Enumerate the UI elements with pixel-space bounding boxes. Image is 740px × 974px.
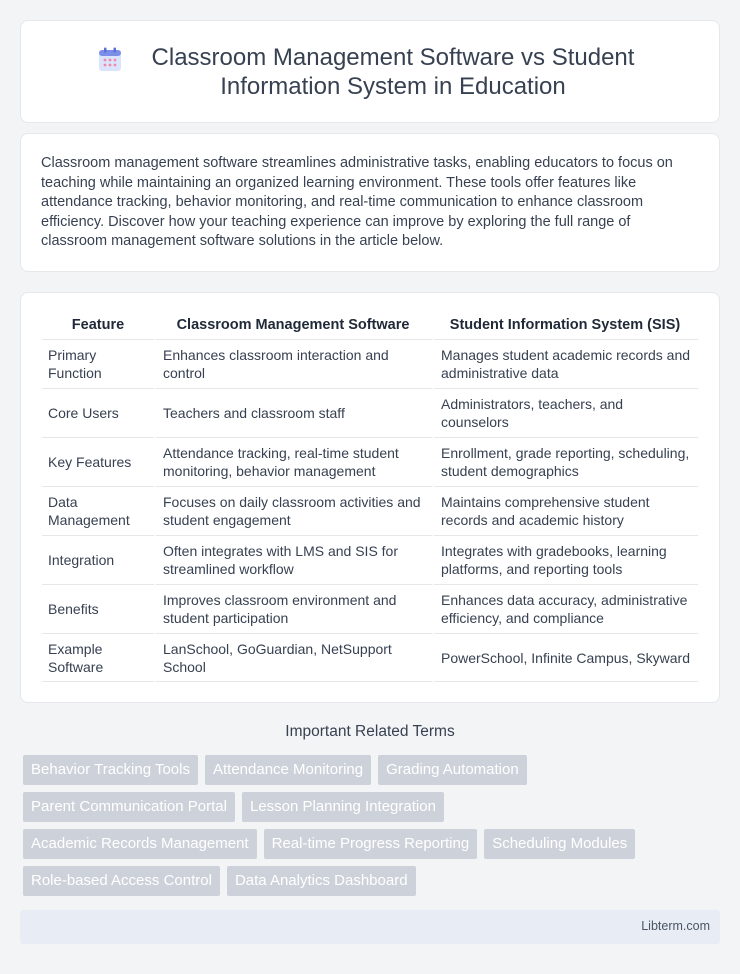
comparison-table [42,311,698,682]
table-cell: Integration [42,535,154,584]
related-terms-row [23,792,723,829]
related-term-tag[interactable]: Scheduling Modules [484,829,635,859]
table-row [42,437,698,486]
table-row [42,633,698,682]
table-cell: Enrollment, grade reporting, scheduling, student demographics [432,437,698,486]
table-cell: Integrates with gradebooks, learning platforms, and reporting tools [432,535,698,584]
table-row [42,339,698,388]
table-cell: Enhances data accuracy, administrative efficiency, and compliance [432,584,698,633]
related-terms-row [23,829,723,866]
related-terms-list [23,755,723,903]
header-card [20,20,720,123]
footer [20,910,720,944]
column-header: Feature [71,317,125,333]
table-row [42,535,698,584]
table-cell: Core Users [42,388,154,437]
table-cell: Focuses on daily classroom activities and student engagement [154,486,432,535]
column-header: Student Information System (SIS) [449,317,681,333]
related-terms-row [23,866,723,903]
intro-card [20,133,720,272]
related-term-tag[interactable]: Attendance Monitoring [205,755,371,785]
table-header-row [42,311,698,339]
related-term-tag[interactable]: Behavior Tracking Tools [23,755,198,785]
table-cell: PowerSchool, Infinite Campus, Skyward [432,633,698,682]
table-row [42,486,698,535]
table-cell: Example Software [42,633,154,682]
table-cell: Primary Function [42,339,154,388]
related-term-tag[interactable]: Data Analytics Dashboard [227,866,416,896]
table-cell: LanSchool, GoGuardian, NetSupport School [154,633,432,682]
related-term-tag[interactable]: Lesson Planning Integration [242,792,444,822]
table-cell: Teachers and classroom staff [154,388,432,437]
column-header: Classroom Management Software [176,317,410,333]
related-term-tag[interactable]: Grading Automation [378,755,527,785]
table-row [42,584,698,633]
table-cell: Attendance tracking, real-time student monitoring, behavior management [154,437,432,486]
related-term-tag[interactable]: Parent Communication Portal [23,792,235,822]
table-row [42,388,698,437]
table-cell: Improves classroom environment and student participation [154,584,432,633]
related-term-tag[interactable]: Real-time Progress Reporting [264,829,478,859]
page-title: Classroom Management Software vs Student Information System in Education [151,43,635,100]
calendar-icon [97,47,123,73]
table-cell: Data Management [42,486,154,535]
table-cell: Benefits [42,584,154,633]
table-cell: Enhances classroom interaction and control [154,339,432,388]
comparison-table-card [20,292,720,703]
related-term-tag[interactable]: Academic Records Management [23,829,257,859]
related-terms-title: Important Related Terms [285,723,455,740]
table-cell: Maintains comprehensive student records and academic history [432,486,698,535]
table-cell: Manages student academic records and administrative data [432,339,698,388]
table-cell: Key Features [42,437,154,486]
table-cell: Often integrates with LMS and SIS for streamlined workflow [154,535,432,584]
footer-brand[interactable]: Libterm.com [641,919,710,933]
related-term-tag[interactable]: Role-based Access Control [23,866,220,896]
table-cell: Administrators, teachers, and counselors [432,388,698,437]
related-terms-row [23,755,723,792]
intro-text: Classroom management software streamlines administrative tasks, enabling educators to focus on teaching while maintaining an organized learning environment. These tools offer features like attendance tracking, behavior monitoring, and real-time communication to enhance classroom efficiency. Discover how your teaching experience can improve by exploring the full range of classroom management software solutions in the article below. [41,155,673,249]
